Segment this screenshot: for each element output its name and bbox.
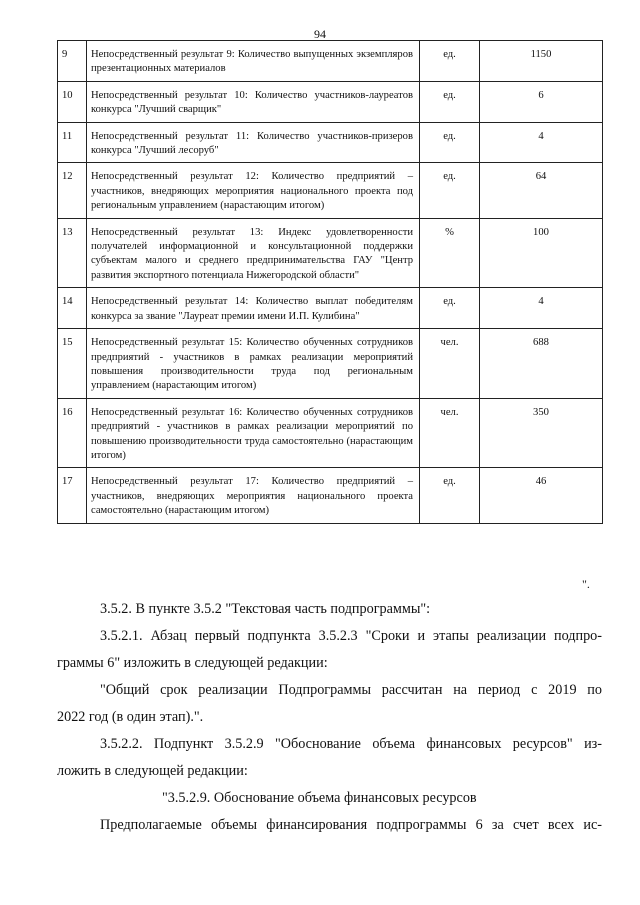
row-number: 9 bbox=[58, 41, 87, 82]
quoted-period-line-2: 2022 год (в один этап).". bbox=[57, 709, 204, 725]
row-value: 46 bbox=[480, 468, 603, 523]
row-unit: ед. bbox=[420, 81, 480, 122]
row-value: 64 bbox=[480, 163, 603, 218]
row-description: Непосредственный результат 16: Количество обученных сотрудников предприятий - участников в рамках реализации мероприятий по повышению производительности труда самостоятельно (нарастающим итогом) bbox=[87, 398, 420, 468]
paragraph-3-5-2-1-line-1: 3.5.2.1. Абзац первый подпункта 3.5.2.3 "Сроки и этапы реализации подпро- bbox=[100, 628, 602, 644]
row-value: 688 bbox=[480, 329, 603, 399]
quoted-period-paragraph bbox=[57, 677, 602, 731]
row-description: Непосредственный результат 13: Индекс удовлетворенности получателей информационной и консультационной поддержки субъектам малого и среднего предпринимательства ГАУ "Центр развития экспортного потенциала Нижегородской области" bbox=[87, 218, 420, 288]
row-value: 6 bbox=[480, 81, 603, 122]
row-number: 12 bbox=[58, 163, 87, 218]
row-description: Непосредственный результат 10: Количество участников-лауреатов конкурса "Лучший сварщик" bbox=[87, 81, 420, 122]
table-row bbox=[58, 218, 603, 288]
paragraph-3-5-2-1 bbox=[57, 623, 602, 677]
row-value: 350 bbox=[480, 398, 603, 468]
row-description: Непосредственный результат 11: Количество участников-призеров конкурса "Лучший лесоруб" bbox=[87, 122, 420, 163]
paragraph-3-5-2-2-line-2: ложить в следующей редакции: bbox=[57, 763, 248, 779]
table-row bbox=[58, 122, 603, 163]
paragraph-3-5-2-2-line-1: 3.5.2.2. Подпункт 3.5.2.9 "Обоснование объема финансовых ресурсов" из- bbox=[100, 736, 602, 752]
row-unit: ед. bbox=[420, 468, 480, 523]
row-unit: ед. bbox=[420, 163, 480, 218]
table-row bbox=[58, 163, 603, 218]
table-row bbox=[58, 468, 603, 523]
paragraph-3-5-2-1-line-2: граммы 6" изложить в следующей редакции: bbox=[57, 655, 328, 671]
table-row bbox=[58, 398, 603, 468]
table-row bbox=[58, 81, 603, 122]
row-unit: ед. bbox=[420, 288, 480, 329]
table-row bbox=[58, 41, 603, 82]
paragraph-3-5-2: 3.5.2. В пункте 3.5.2 "Текстовая часть подпрограммы": bbox=[100, 601, 431, 617]
page-number: 94 bbox=[314, 27, 326, 41]
row-description: Непосредственный результат 14: Количество выплат победителям конкурса за звание "Лауреат премии имени И.П. Кулибина" bbox=[87, 288, 420, 329]
row-number: 16 bbox=[58, 398, 87, 468]
results-table bbox=[57, 40, 603, 524]
row-value: 100 bbox=[480, 218, 603, 288]
row-value: 4 bbox=[480, 122, 603, 163]
financing-paragraph: Предполагаемые объемы финансирования подпрограммы 6 за счет всех ис- bbox=[100, 817, 602, 833]
table-row bbox=[58, 329, 603, 399]
row-value: 1150 bbox=[480, 41, 603, 82]
row-description: Непосредственный результат 12: Количество предприятий – участников, внедряющих мероприятия национального проекта под региональным управлением (нарастающим итогом) bbox=[87, 163, 420, 218]
row-unit: чел. bbox=[420, 329, 480, 399]
row-description: Непосредственный результат 9: Количество выпущенных экземпляров презентационных материалов bbox=[87, 41, 420, 82]
row-description: Непосредственный результат 17: Количество предприятий – участников, внедряющих мероприятия национального проекта самостоятельно (нарастающим итогом) bbox=[87, 468, 420, 523]
row-unit: ед. bbox=[420, 122, 480, 163]
row-description: Непосредственный результат 15: Количество обученных сотрудников предприятий - участников в рамках реализации мероприятий повышения производительности труда под региональным управлением (нарастающим итогом) bbox=[87, 329, 420, 399]
row-number: 11 bbox=[58, 122, 87, 163]
table-close-quote: ". bbox=[582, 577, 590, 591]
row-number: 13 bbox=[58, 218, 87, 288]
section-heading-3-5-2-9: "3.5.2.9. Обоснование объема финансовых ресурсов bbox=[162, 790, 477, 806]
row-unit: ед. bbox=[420, 41, 480, 82]
row-number: 15 bbox=[58, 329, 87, 399]
row-number: 10 bbox=[58, 81, 87, 122]
paragraph-3-5-2-2 bbox=[57, 731, 602, 785]
row-number: 14 bbox=[58, 288, 87, 329]
table-row bbox=[58, 288, 603, 329]
row-unit: % bbox=[420, 218, 480, 288]
row-value: 4 bbox=[480, 288, 603, 329]
quoted-period-line-1: "Общий срок реализации Подпрограммы рассчитан на период с 2019 по bbox=[100, 682, 602, 698]
row-number: 17 bbox=[58, 468, 87, 523]
row-unit: чел. bbox=[420, 398, 480, 468]
